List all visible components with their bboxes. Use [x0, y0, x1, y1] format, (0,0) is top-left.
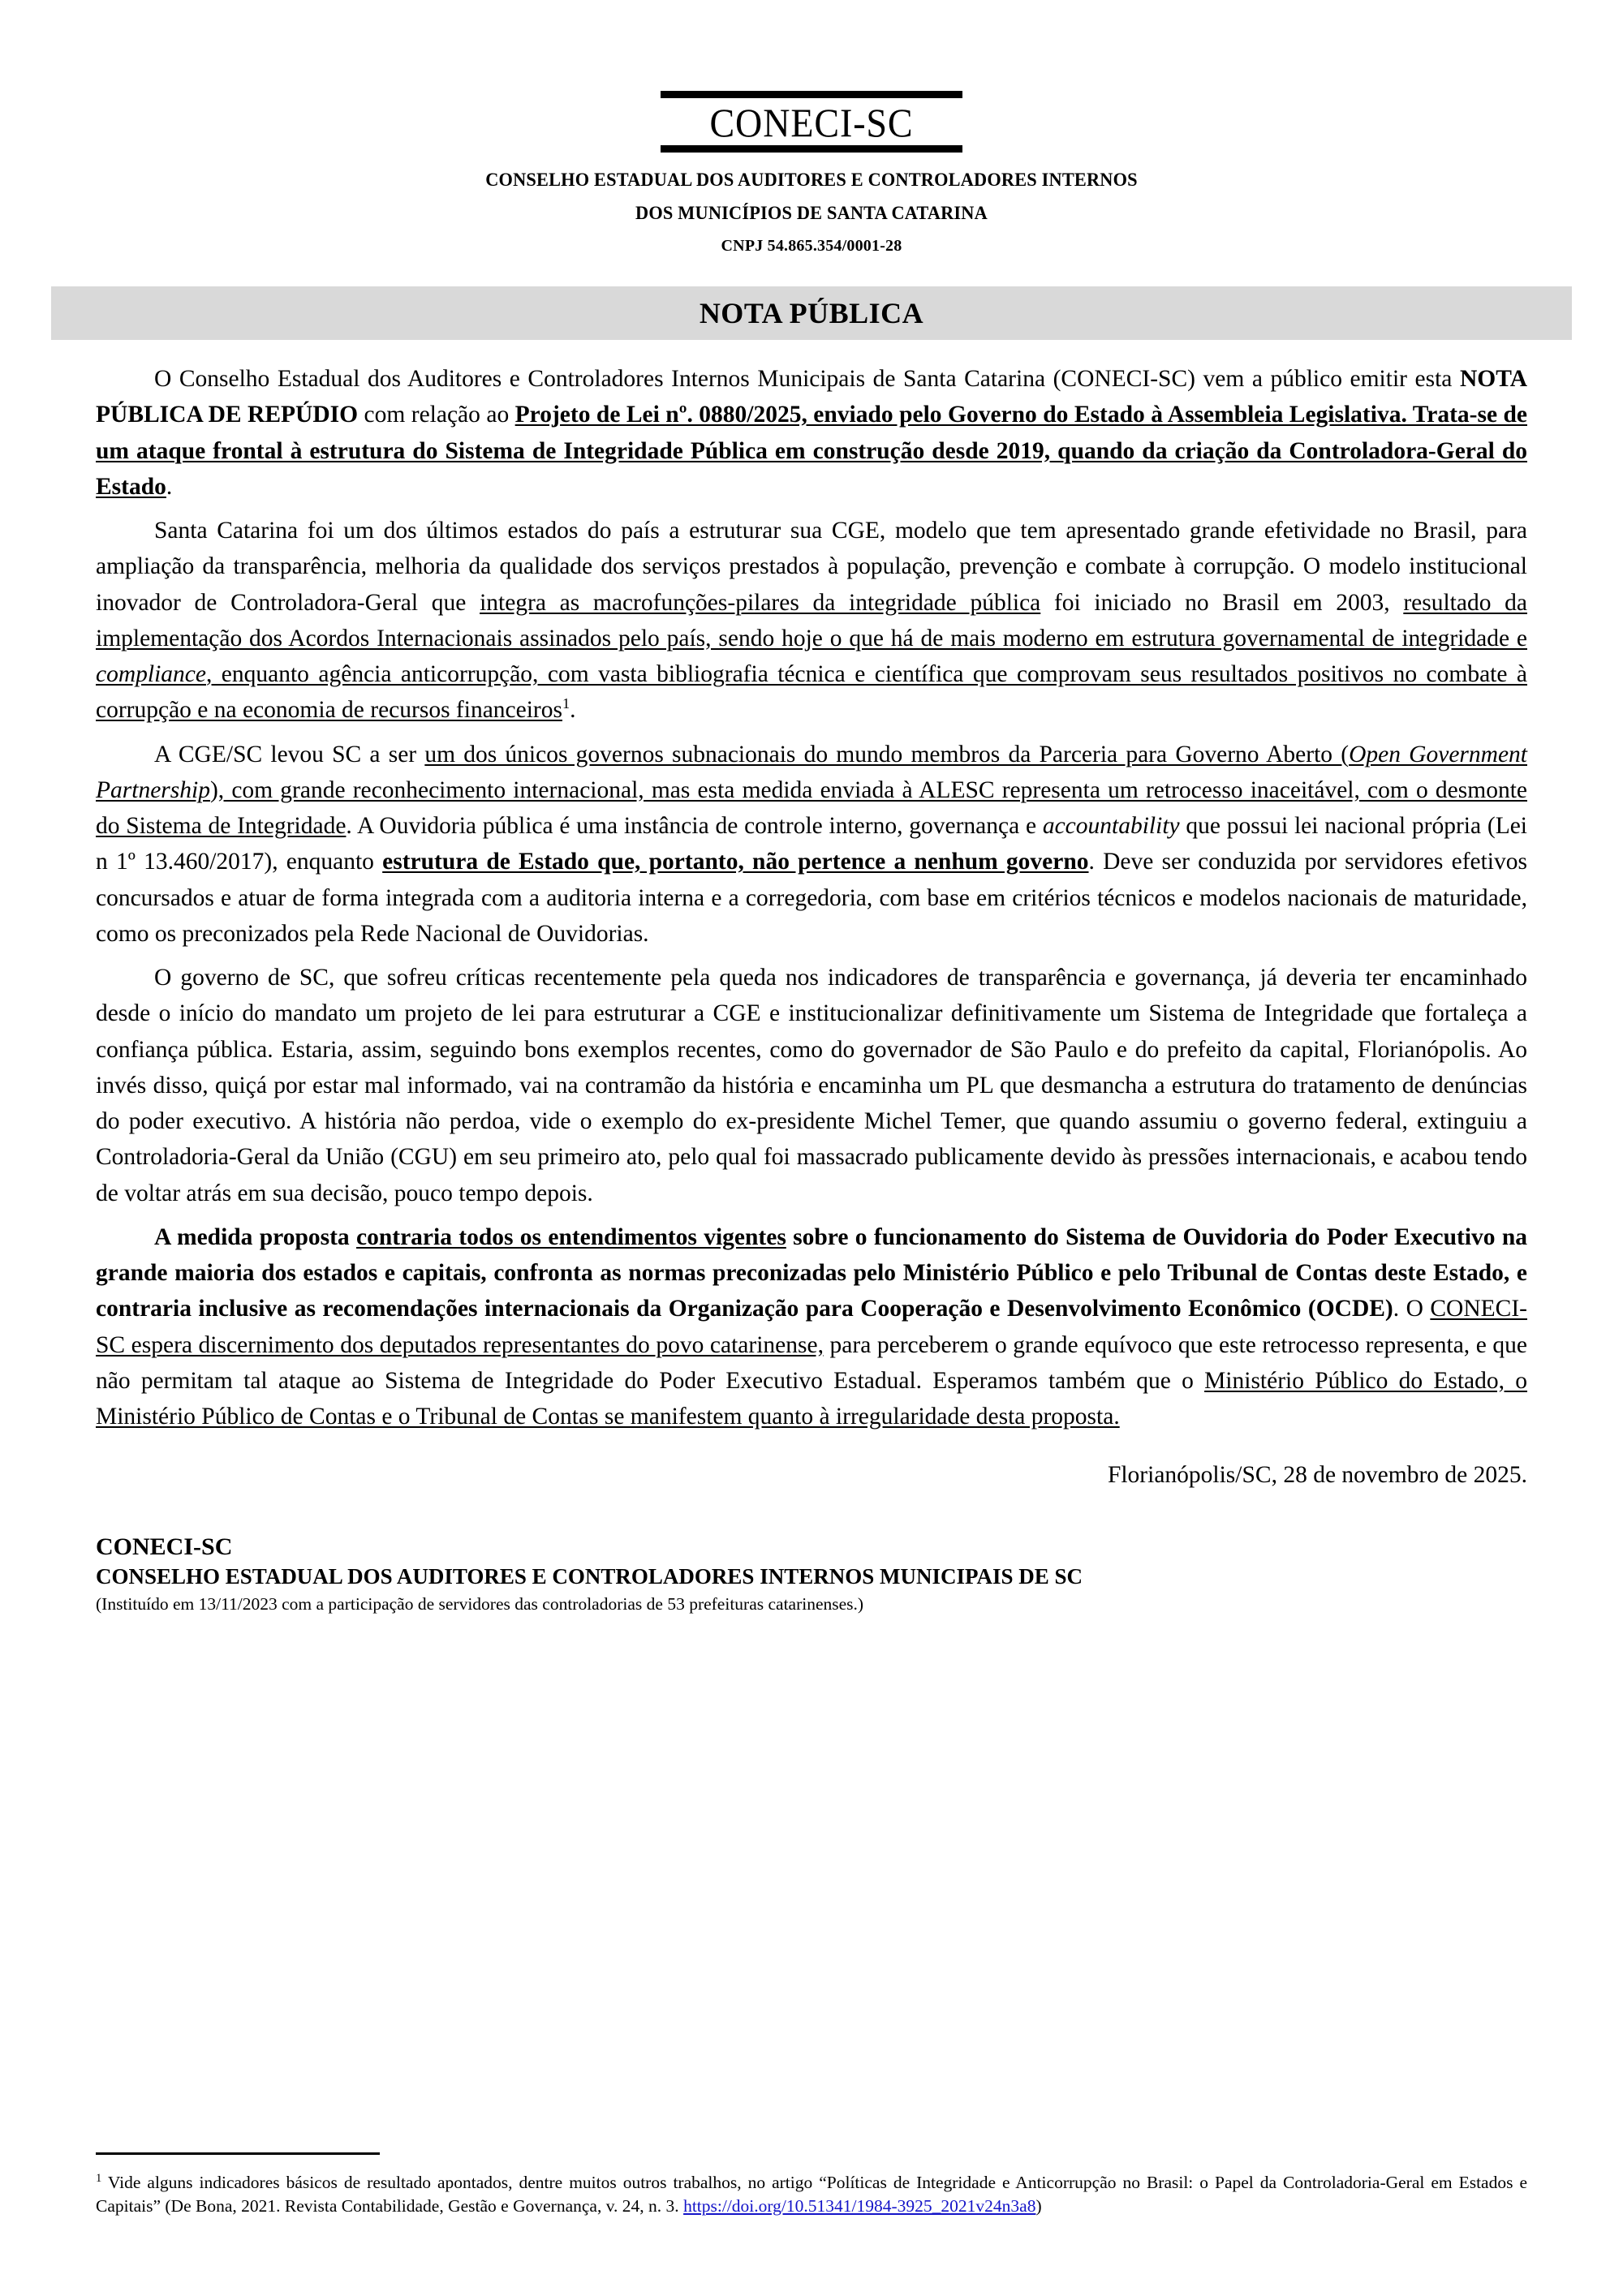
p3-text-3: que possui lei nacional própria (Lei n 1º 13.460/2017), enquanto	[96, 813, 1528, 875]
signature-block	[96, 1533, 1527, 1616]
signature-full-name: CONSELHO ESTADUAL DOS AUDITORES E CONTROLADORES INTERNOS MUNICIPAIS DE SC	[96, 1564, 1083, 1589]
p5-contraria-emphasis: contraria todos os entendimentos vigentes	[356, 1223, 786, 1250]
signature-note: (Instituído em 13/11/2023 com a participação de servidores das controladorias de 53 prefeituras catarinenses.)	[96, 1594, 864, 1615]
p4-text: O governo de SC, que sofreu críticas recentemente pela queda nos indicadores de transparência e governança, já deveria ter encaminhado desde o início do mandato um projeto de lei para estruturar a CGE e institucionalizar definitivamente um Sistema de Integridade que fortaleça a confiança pública. Estaria, assim, seguindo bons exemplos recentes, como do governador de São Paulo e do prefeito da capital, Florianópolis. Ao invés disso, quiçá por estar mal informado, vai na contramão da história e encaminha um PL que desmancha a estrutura do tratamento de denúncias do poder executivo. A história não perdoa, vide o exemplo do ex-presidente Michel Temer, que quando assumiu o governo federal, extinguiu a Controladoria-Geral da União (CGU) em seu primeiro ato, pelo qual foi massacrado publicamente devido às pressões internacionais, e acabou tendo de voltar atrás em sua decisão, pouco tempo depois.	[96, 965, 1527, 1206]
p1-text-end: .	[166, 473, 173, 500]
letterhead-line-1: CONSELHO ESTADUAL DOS AUDITORES E CONTROLADORES INTERNOS	[485, 170, 1138, 190]
p1-nota-repudio: NOTA PÚBLICA DE REPÚDIO	[96, 366, 1527, 428]
doi-link[interactable]: https://doi.org/10.51341/1984-3925_2021v24n3a8	[683, 2195, 1036, 2216]
logo-bottom-rule	[661, 145, 962, 153]
p5-text-2: para perceberem o grande equívoco que este retrocesso representa, e que não permitam tal ataque ao Sistema de Integridade do Poder Executivo Estadual. Esperamos também que o	[96, 1331, 1527, 1394]
p5-ocde-text: sobre o funcionamento do Sistema de Ouvidoria do Poder Executivo na grande maioria dos estados e capitais, confronta as normas preconizadas pelo Ministério Público e pelo Tribunal de Contas deste Estado, e contraria inclusive as recomendações internacionais da Organização para Cooperação e Desenvolvimento Econômico (OCDE)	[96, 1223, 1528, 1322]
paragraph-3	[96, 737, 1527, 952]
p3-ogp-term: Open Government Partnership	[96, 741, 1527, 803]
footnote-separator-rule	[96, 2152, 380, 2155]
dateline: Florianópolis/SC, 28 de novembro de 2025.	[1107, 1462, 1527, 1489]
p1-text-relacao: com relação ao	[358, 402, 515, 428]
letterhead	[96, 0, 1527, 256]
nota-publica-banner	[51, 286, 1572, 340]
footnote-marker-1: 1	[562, 695, 570, 712]
p1-projeto-de-lei-emphasis: Projeto de Lei nº. 0880/2025, enviado pelo Governo do Estado à Assembleia Legislativa. Trata-se de um ataque frontal à estrutura do Sistema de Integridade Pública em construção desde 2019, quando da criação da Controladora-Geral do Estado	[96, 402, 1527, 500]
paragraph-2	[96, 513, 1527, 729]
page-title: NOTA PÚBLICA	[699, 297, 924, 329]
p5-deputados-emphasis: CONECI-SC espera discernimento dos deputados representantes do povo catarinense,	[96, 1296, 1527, 1358]
p3-text-end: . Deve ser conduzida por servidores efetivos concursados e atuar de forma integrada com a auditoria interna e a corregedoria, com base em critérios técnicos e modelos nacionais de maturidade, como os preconizados pela Rede Nacional de Ouvidorias.	[96, 849, 1527, 947]
signature-short-name: CONECI-SC	[96, 1533, 233, 1560]
footnote-area	[96, 2152, 1527, 2218]
footnote-1	[96, 2171, 1527, 2218]
p2-compliance-term: compliance	[96, 661, 206, 687]
logo-wordmark: CONECI-SC	[709, 100, 914, 145]
p3-parceria-emphasis: um dos únicos governos subnacionais do mundo membros da Parceria para Governo Aberto (	[424, 741, 1350, 767]
p2-text-end: .	[570, 697, 576, 724]
p2-text-2: foi iniciado no Brasil em 2003,	[1040, 589, 1404, 616]
p2-text-1: Santa Catarina foi um dos últimos estados do país a estruturar sua CGE, modelo que tem apresentado grande efetividade no Brasil, para ampliação da transparência, melhoria da qualidade dos serviços prestados à população, prevenção e combate à corrupção. O modelo institucional inovador de Controladora-Geral que	[96, 518, 1527, 616]
paragraph-4	[96, 960, 1527, 1211]
p2-anticorrupcao-emphasis: , enquanto agência anticorrupção, com vasta bibliografia técnica e científica que comprovam seus resultados positivos no combate à corrupção e na economia de recursos financeiros	[96, 661, 1527, 724]
paragraph-1	[96, 361, 1527, 505]
p3-alesc-emphasis: ), com grande reconhecimento internacional, mas esta medida enviada à ALESC representa um retrocesso inaceitável, com o desmonte do Sistema de Integridade	[96, 776, 1527, 839]
letterhead-cnpj: CNPJ 54.865.354/0001-28	[721, 237, 902, 255]
p2-acordos-emphasis: resultado da implementação dos Acordos Internacionais assinados pelo país, sendo hoje o que há de mais moderno em estrutura governamental de integridade e	[96, 589, 1527, 651]
footnote-number: 1	[96, 2171, 102, 2185]
p3-text-1: A CGE/SC levou SC a ser	[154, 741, 425, 767]
p5-medida-proposta: A medida proposta	[154, 1223, 356, 1250]
footnote-closing-paren: )	[1035, 2195, 1042, 2216]
document-body	[96, 361, 1527, 1616]
p2-macrofuncoes-emphasis: integra as macrofunções-pilares da integridade pública	[480, 589, 1041, 616]
p3-accountability-term: accountability	[1042, 813, 1180, 839]
p3-text-2: . A Ouvidoria pública é uma instância de controle interno, governança e	[346, 813, 1043, 839]
footnote-body-text: Vide alguns indicadores básicos de resultado apontados, dentre muitos outros trabalhos, no artigo “Políticas de Integridade e Anticorrupção no Brasil: o Papel da Controladoria-Geral em Estados e Capitais” (De Bona, 2021. Revista Contabilidade, Gestão e Governança, v. 24, n. 3.	[96, 2172, 1527, 2216]
conecisc-logo	[661, 91, 962, 153]
p5-ministerio-publico-emphasis: Ministério Público do Estado, o Ministério Público de Contas e o Tribunal de Contas se manifestem quanto à irregularidade desta proposta.	[96, 1367, 1528, 1430]
paragraph-5	[96, 1219, 1527, 1435]
letterhead-line-2: DOS MUNICÍPIOS DE SANTA CATARINA	[635, 203, 988, 223]
p5-text-1: . O	[1393, 1296, 1431, 1322]
p3-estrutura-estado-emphasis: estrutura de Estado que, portanto, não pertence a nenhum governo	[382, 849, 1089, 875]
logo-top-rule	[661, 91, 962, 98]
p1-text-intro: O Conselho Estadual dos Auditores e Controladores Internos Municipais de Santa Catarina (CONECI-SC) vem a público emitir esta	[154, 366, 1460, 392]
